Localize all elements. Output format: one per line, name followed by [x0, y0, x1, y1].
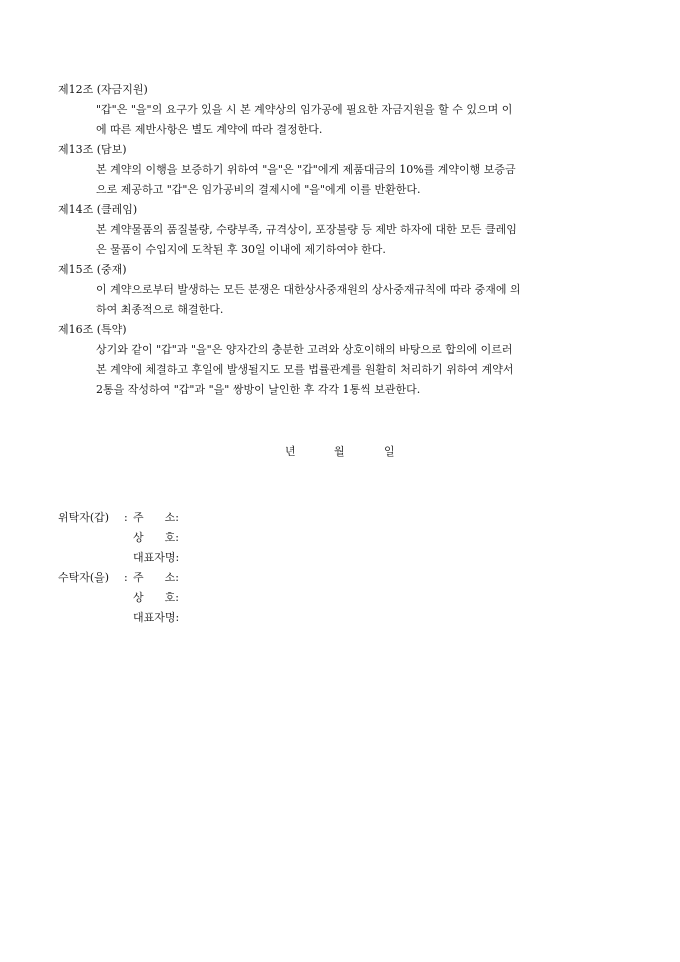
representative-label: 대표자명: — [133, 551, 180, 564]
date-day-label: 일 — [384, 445, 395, 458]
article-12 — [58, 80, 623, 140]
contract-articles — [58, 80, 623, 400]
party-separator: : — [124, 571, 128, 584]
party-contractor-address-row — [58, 568, 458, 588]
signing-date — [0, 442, 680, 462]
article-line: 본 계약물품의 품질불량, 수량부족, 규격상이, 포장불량 등 제반 하자에 대한 모든 클레임 — [96, 223, 517, 236]
article-16 — [58, 320, 623, 400]
article-heading: 제16조 (특약) — [58, 323, 127, 336]
article-body — [96, 340, 623, 400]
article-line: 은 물품이 수입지에 도착된 후 30일 이내에 제기하여야 한다. — [96, 243, 386, 256]
article-13 — [58, 140, 623, 200]
representative-label: 대표자명: — [133, 611, 180, 624]
article-line: 이 계약으로부터 발생하는 모든 분쟁은 대한상사중재원의 상사중재규칙에 따라 중재에 의 — [96, 283, 521, 296]
article-line: 본 계약의 이행을 보증하기 위하여 "을"은 "갑"에게 제품대금의 10%를 계약이행 보증금 — [96, 163, 516, 176]
article-line: 2통을 작성하여 "갑"과 "을" 쌍방이 날인한 후 각각 1통씩 보관한다. — [96, 383, 421, 396]
article-heading: 제12조 (자금지원) — [58, 83, 148, 96]
company-name-label: 상 호: — [133, 531, 179, 544]
party-contractor-company-row — [58, 588, 458, 608]
party-consignor-representative-row — [58, 548, 458, 568]
signing-parties — [58, 508, 458, 628]
article-heading: 제13조 (담보) — [58, 143, 127, 156]
party-contractor-representative-row — [58, 608, 458, 628]
article-heading: 제15조 (중재) — [58, 263, 127, 276]
article-line: 상기와 같이 "갑"과 "을"은 양자간의 충분한 고려와 상호이해의 바탕으로 합의에 이르러 — [96, 343, 513, 356]
party-consignor-address-row — [58, 508, 458, 528]
article-line: 하여 최종적으로 해결한다. — [96, 303, 224, 316]
article-body — [96, 160, 623, 200]
article-line: "갑"은 "을"의 요구가 있을 시 본 계약상의 임가공에 필요한 자금지원을 할 수 있으며 이 — [96, 103, 513, 116]
party-role-contractor: 수탁자(을) — [58, 571, 110, 584]
article-line: 본 계약에 체결하고 후일에 발생될지도 모를 법률관계를 원활히 처리하기 위하여 계약서 — [96, 363, 514, 376]
article-heading: 제14조 (클레임) — [58, 203, 138, 216]
article-line: 에 따른 제반사항은 별도 계약에 따라 결정한다. — [96, 123, 323, 136]
address-label: 주 소: — [133, 571, 179, 584]
article-body — [96, 220, 623, 260]
address-label: 주 소: — [133, 511, 179, 524]
article-body — [96, 100, 623, 140]
article-14 — [58, 200, 623, 260]
company-name-label: 상 호: — [133, 591, 179, 604]
date-month-label: 월 — [334, 445, 345, 458]
date-year-label: 년 — [285, 445, 296, 458]
article-body — [96, 280, 623, 320]
article-15 — [58, 260, 623, 320]
article-line: 으로 제공하고 "갑"은 임가공비의 결제시에 "을"에게 이를 반환한다. — [96, 183, 421, 196]
party-role-consignor: 위탁자(갑) — [58, 511, 110, 524]
party-consignor-company-row — [58, 528, 458, 548]
party-separator: : — [124, 511, 128, 524]
